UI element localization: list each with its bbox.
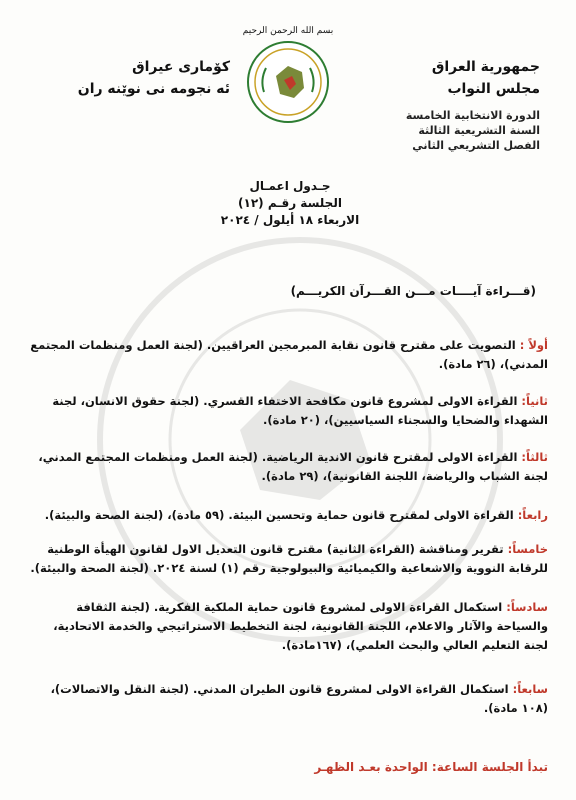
item-text: التصويت على مقترح قانون نقابة المبرمجين العراقيين. (لجنة العمل ومنظمات المجتمع المدني)، (٢٦ مادة). [30,338,548,371]
item-number: سادساً: [506,600,548,614]
session-start-time: تبدأ الجلسة الساعة: الواحدة بعـد الظهـر [314,760,548,774]
item-text: القراءة الاولى لمشروع قانون مكافحة الاختفاء القسري. (لجنة حقوق الانسان، لجنة الشهداء والضحايا والسجناء السياسيين)، (٢٠ مادة). [52,394,548,427]
item-text: استكمال القراءة الاولى لمشروع قانون حماية الملكية الفكرية. (لجنة الثقافة والسياحة والآثار والاعلام، اللجنة القانونية، لجنة التخطيط الاستراتيجي والخدمة الاتحادية، لجنة التعليم العالي والبحث العلمي)، (١٦٧مادة). [53,600,548,652]
session-line-3: الفصل التشريعي الثاني [412,139,540,152]
agenda-heading [190,178,390,229]
session-line-2: السنة التشريعية الثالثة [418,124,540,137]
agenda-item [28,336,548,374]
session-date: الاربعاء ١٨ أيلول / ٢٠٢٤ [220,213,360,227]
quran-reading: (قـــراءة آيــــات مـــن القـــرآن الكريـــم) [290,284,536,298]
agenda-item [28,540,548,578]
item-number: رابعاً: [517,508,548,522]
basmala: بسم الله الرحمن الرحيم [242,26,334,36]
item-number: ثالثاً: [521,450,548,464]
header-right [340,56,540,153]
session-number: الجلسة رقـم (١٢) [238,196,342,210]
agenda-title: جـدول اعمـال [249,179,331,193]
country-name: جمهورية العراق [431,59,540,75]
country-name-kurdish: كۆمارى عيراق [132,59,230,75]
item-number: ثانياً: [521,394,548,408]
header-left [30,56,230,100]
item-text: تقرير ومناقشة (القراءة الثانية) مقترح قانون التعديل الاول لقانون الهيأة الوطنية للرقابة النووية والاشعاعية والكيميائية والبيولوجية رقم (١) لسنة ٢٠٢٤. (لجنة الصحة والبيئة). [30,542,548,575]
item-number: سابعاً: [512,682,548,696]
agenda-item [28,506,548,525]
agenda-item [28,598,548,655]
agenda-item [28,680,548,718]
council-name-kurdish: ئه نجومه نى نوێنه ران [77,81,230,97]
item-text: استكمال القراءة الاولى لمشروع قانون الطيران المدني. (لجنة النقل والاتصالات)، (١٠٨ مادة). [50,682,548,715]
session-line-1: الدورة الانتخابية الخامسة [405,109,540,122]
item-text: القراءة الاولى لمقترح قانون حماية وتحسين البيئة. (٥٩ مادة)، (لجنة الصحة والبيئة). [44,508,514,522]
item-number: أولاً : [519,338,548,352]
item-text: القراءة الاولى لمقترح قانون الاندية الرياضية. (لجنة العمل ومنظمات المجتمع المدني، لجنة الشباب والرياضة، اللجنة القانونية)، (٢٩ مادة). [38,450,548,483]
parliament-logo-icon [246,40,330,124]
item-number: خامساً: [507,542,548,556]
agenda-item [28,448,548,486]
council-name: مجلس النواب [447,81,540,97]
agenda-item [28,392,548,430]
